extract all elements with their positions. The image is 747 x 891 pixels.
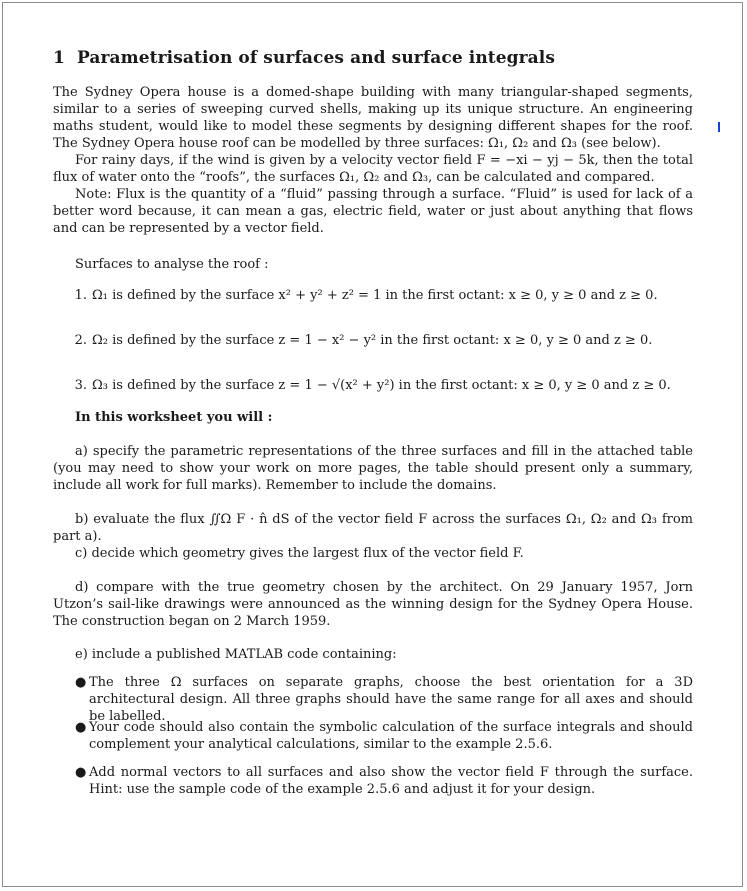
task-c: c) decide which geometry gives the largest flux of the vector field F. [75,546,524,561]
task-d: d) compare with the true geometry chosen by the architect. On 29 January 1957, Jorn Utzon’s sail-like drawings were announced as the winning design for the Sydney Opera House. The construction began on 2 March 1959. [53,580,693,629]
surface-text: Ω₁ is defined by the surface x² + y² + z² = 1 in the first octant: x ≥ 0, y ≥ 0 and z ≥ 0. [92,288,658,303]
bullet-icon: ● [75,675,87,690]
task-e: e) include a published MATLAB code containing: [75,647,397,662]
surface-label: 2. [74,333,87,348]
section-number: 1 [53,48,65,68]
bullet-icon: ● [75,765,87,780]
intro-paragraph-2: For rainy days, if the wind is given by a velocity vector field F = −xi − yj − 5k, then the total flux of water onto the “roofs”, the surfaces Ω₁, Ω₂ and Ω₃, can be calculated and compared. [53,153,693,185]
section-heading [53,48,555,68]
surface-label: 3. [74,378,87,393]
surface-item-1 [53,287,693,304]
bullet-item-2 [75,719,693,753]
surfaces-heading: Surfaces to analyse the roof : [75,257,269,272]
task-b: b) evaluate the flux ∬Ω F · n̂ dS of the vector field F across the surfaces Ω₁, Ω₂ and Ω₃ from part a). [53,512,693,544]
intro-paragraph-1: The Sydney Opera house is a domed-shape building with many triangular-shaped segments, similar to a series of sweeping curved shells, making up its unique structure. An engineering maths student, would like to model these segments by designing different shapes for the roof. The Sydney Opera house roof can be modelled by three surfaces: Ω₁, Ω₂ and Ω₃ (see below). [53,85,693,151]
intro-paragraph-3: Note: Flux is the quantity of a “fluid” passing through a surface. “Fluid” is used for lack of a better word because, it can mean a gas, electric field, water or just about anything that flows and can be represented by a vector field. [53,187,693,236]
intro-paragraphs [53,84,693,237]
surface-item-3 [53,377,693,394]
task-a: a) specify the parametric representations of the three surfaces and fill in the attached table (you may need to show your work on more pages, the table should present only a summary, include all work for full marks). Remember to include the domains. [53,444,693,493]
worksheet-heading: In this worksheet you will : [75,410,273,425]
bullet-icon: ● [75,720,87,735]
bullet-text: Your code should also contain the symbolic calculation of the surface integrals and should complement your analytical calculations, similar to the example 2.5.6. [89,720,693,752]
bullet-item-1 [75,674,693,725]
surface-label: 1. [74,288,87,303]
bullet-item-3 [75,764,693,798]
bullet-text: The three Ω surfaces on separate graphs, choose the best orientation for a 3D architectural design. All three graphs should have the same range for all axes and should be labelled. [89,675,693,724]
change-bar-marker [718,122,720,132]
surface-text: Ω₂ is defined by the surface z = 1 − x² − y² in the first octant: x ≥ 0, y ≥ 0 and z ≥ 0. [92,333,653,348]
section-title: Parametrisation of surfaces and surface integrals [76,48,556,68]
bullet-text: Add normal vectors to all surfaces and also show the vector field F through the surface. Hint: use the sample code of the example 2.5.6 and adjust it for your design. [89,765,693,797]
surface-text: Ω₃ is defined by the surface z = 1 − √(x² + y²) in the first octant: x ≥ 0, y ≥ 0 and z ≥ 0. [92,378,671,393]
surface-item-2 [53,332,693,349]
